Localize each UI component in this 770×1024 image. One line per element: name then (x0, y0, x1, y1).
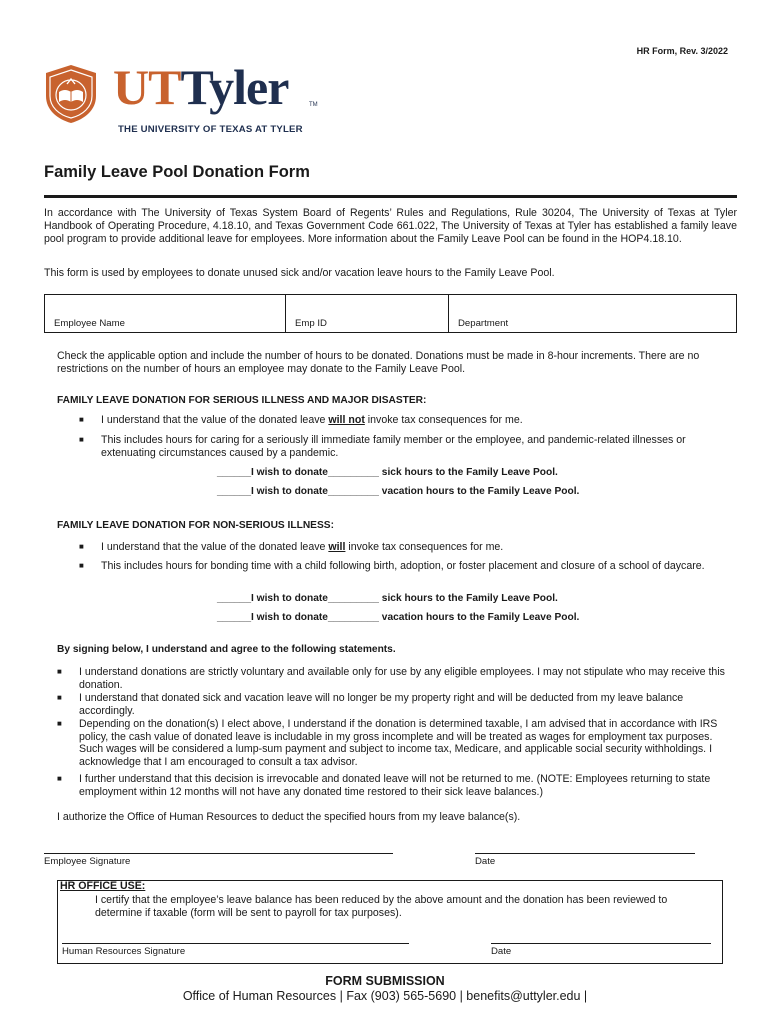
agreement-item: ■ I further understand that this decision is irrevocable and donated leave will not be returned to me. (NOTE: Employees returning to state employment within 12 months will not have any donated time restored to their sick leave balances.) (57, 773, 711, 798)
bullet-icon: ■ (79, 542, 84, 551)
employee-date-line[interactable] (475, 853, 695, 854)
hr-date-label: Date (491, 946, 512, 957)
bullet-icon: ■ (57, 719, 62, 728)
department-field[interactable] (449, 295, 736, 332)
bullet-icon: ■ (57, 667, 62, 676)
serious-illness-heading: FAMILY LEAVE DONATION FOR SERIOUS ILLNESS AND MAJOR DISASTER: (57, 395, 427, 406)
authorization-text: I authorize the Office of Human Resources to deduct the specified hours from my leave balance(s). (57, 811, 521, 823)
form-submission-contact: Office of Human Resources | Fax (903) 565-5690 | benefits@uttyler.edu | (182, 989, 588, 1003)
page-title: Family Leave Pool Donation Form (44, 163, 310, 181)
bullet-icon: ■ (57, 774, 62, 783)
bullet-icon: ■ (79, 561, 84, 570)
hr-signature-label: Human Resources Signature (62, 946, 186, 957)
hr-signature-line[interactable] (62, 943, 409, 944)
serious-sick-hours-line[interactable]: ______I wish to donate_________ sick hours to the Family Leave Pool. (217, 467, 558, 478)
agreement-heading: By signing below, I understand and agree to the following statements. (57, 644, 396, 655)
university-seal-icon (43, 64, 99, 124)
employee-name-label: Employee Name (54, 318, 125, 329)
hr-date-line[interactable] (491, 943, 711, 944)
employee-date-label: Date (475, 856, 496, 867)
hr-certification-text: I certify that the employee’s leave balance has been reduced by the above amount and the donation has been reviewed to determine if taxable (form will be sent to payroll for tax purposes). (95, 894, 668, 919)
purpose-text: This form is used by employees to donate unused sick and/or vacation leave hours to the Family Leave Pool. (44, 267, 555, 279)
title-divider (44, 195, 737, 198)
non-serious-illness-heading: FAMILY LEAVE DONATION FOR NON-SERIOUS ILLNESS: (57, 520, 334, 531)
serious-bullet-2: ■ This includes hours for caring for a seriously ill immediate family member or the employee, and pandemic-related illnesses or extenuating circumstances caused by a pandemic. (79, 434, 686, 459)
serious-bullet-1: ■ I understand that the value of the donated leave will not invoke tax consequences for me. (79, 414, 523, 426)
intro-paragraph: In accordance with The University of Texas System Board of Regents’ Rules and Regulations, Rule 30204, The University of Texas at Tyler Handbook of Operating Procedure, 4.18.10, and Texas Government Code 661.022, The University of Texas at Tyler has established a family leave pool program to provide additional leave for employees. More information about the Family Leave Pool can be found in the HOP4.18.10. (44, 207, 737, 245)
hr-office-title: HR OFFICE USE: (60, 880, 146, 892)
bullet-icon: ■ (79, 435, 84, 444)
bullet-icon: ■ (57, 693, 62, 702)
non-serious-sick-hours-line[interactable]: ______I wish to donate_________ sick hours to the Family Leave Pool. (217, 593, 558, 604)
department-label: Department (458, 318, 509, 329)
trademark-mark: TM (309, 102, 318, 108)
emp-id-label: Emp ID (295, 318, 327, 329)
logo-subtitle: THE UNIVERSITY OF TEXAS AT TYLER (118, 124, 303, 135)
serious-vacation-hours-line[interactable]: ______I wish to donate_________ vacation hours to the Family Leave Pool. (217, 486, 580, 497)
form-revision: HR Form, Rev. 3/2022 (636, 46, 728, 56)
employee-name-field[interactable] (45, 295, 286, 332)
university-logo: UTTyler (113, 59, 289, 115)
employee-signature-line[interactable] (44, 853, 393, 854)
non-serious-vacation-hours-line[interactable]: ______I wish to donate_________ vacation hours to the Family Leave Pool. (217, 612, 580, 623)
bullet-icon: ■ (79, 415, 84, 424)
employee-signature-label: Employee Signature (44, 856, 131, 867)
instructions-text: Check the applicable option and include the number of hours to be donated. Donations must be made in 8-hour increments. There are no restrictions on the number of hours an employee may donate to the Family Leave Pool. (57, 350, 700, 375)
agreement-item: ■ I understand donations are strictly voluntary and available only for use by any eligible employees. I may not stipulate who may receive this donation. (57, 666, 725, 691)
employee-info-box (44, 294, 737, 333)
non-serious-bullet-2: ■ This includes hours for bonding time with a child following birth, adoption, or foster placement and closure of a school of daycare. (79, 560, 705, 572)
agreement-item: ■ I understand that donated sick and vacation leave will no longer be my property right and will be deducted from my leave balance accordingly. (57, 692, 684, 717)
agreement-item: ■ Depending on the donation(s) I elect above, I understand if the donation is determined taxable, I am advised that in accordance with IRS policy, the cash value of donated leave is includable in my gross incomplete and will be treated as wages for employment tax purposes. Such wages will be considered a lump-sum payment and subject to income tax, Medicare, and applicable social security withholdings. I acknowledge that I am encouraged to consult a tax advisor. (57, 718, 718, 768)
emp-id-field[interactable] (286, 295, 449, 332)
non-serious-bullet-1: ■ I understand that the value of the donated leave will invoke tax consequences for me. (79, 541, 504, 553)
form-submission-title: FORM SUBMISSION (325, 974, 445, 988)
